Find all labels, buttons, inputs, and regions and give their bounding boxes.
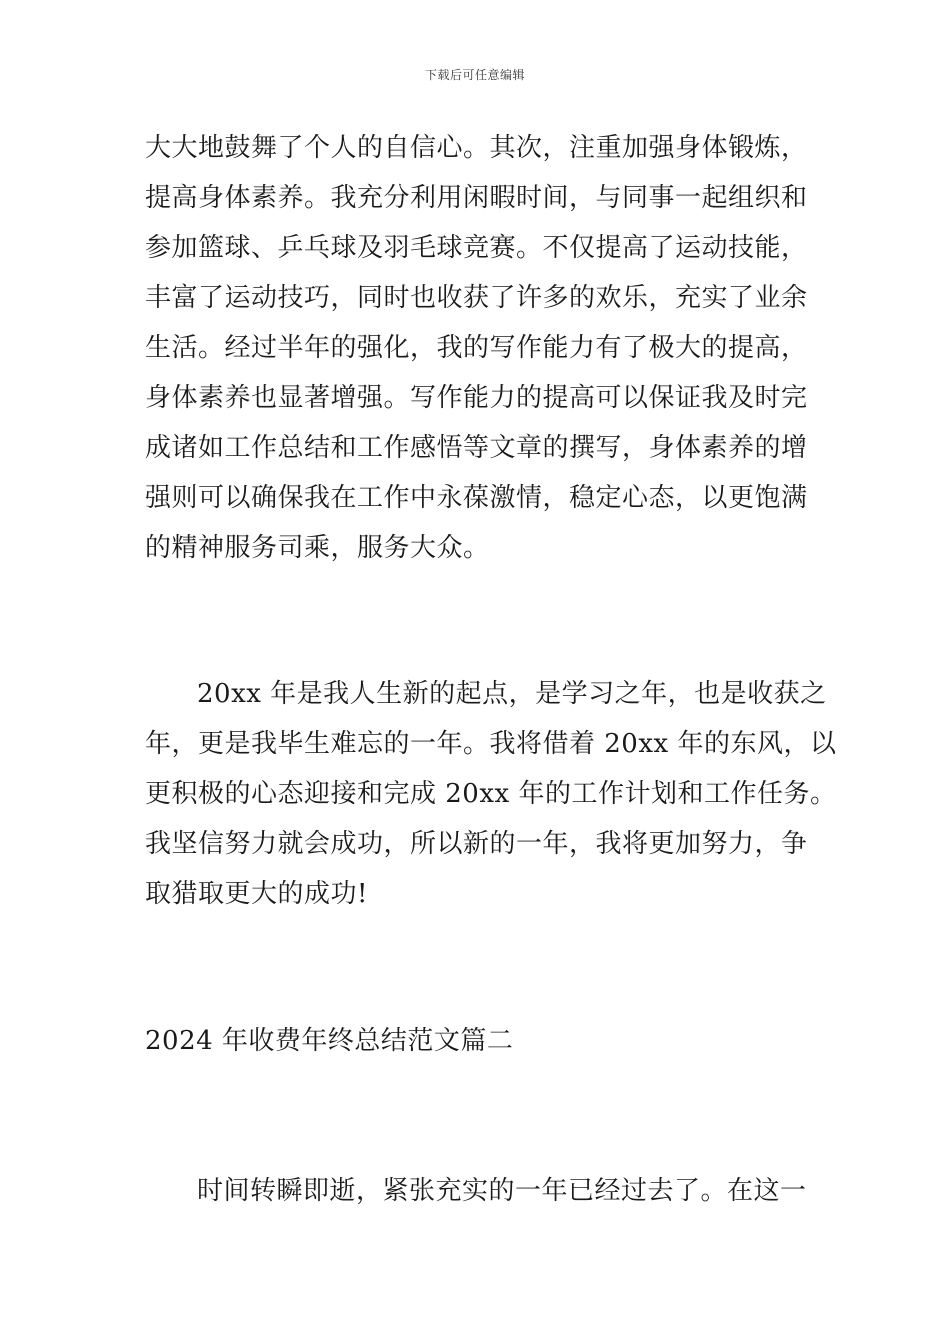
text-line: 的精神服务司乘，服务大众。 <box>145 533 490 563</box>
paragraph <box>145 1166 810 1216</box>
paragraph-spacer <box>145 1066 810 1166</box>
text-line: 生活。经过半年的强化，我的写作能力有了极大的提高， <box>145 333 808 363</box>
document-body <box>145 123 837 1216</box>
text-line: 身体素养也显著增强。写作能力的提高可以保证我及时完 <box>145 383 808 413</box>
paragraph-spacer <box>145 573 810 669</box>
text-line: 取猎取更大的成功! <box>145 879 368 909</box>
text-line: 20xx 年是我人生新的起点，是学习之年，也是收获之 <box>197 679 827 709</box>
text-line: 大大地鼓舞了个人的自信心。其次，注重加强身体锻炼， <box>145 133 808 163</box>
section-heading <box>145 1016 810 1066</box>
text-line: 提高身体素养。我充分利用闲暇时间，与同事一起组织和 <box>145 183 808 213</box>
text-line: 参加篮球、乒乓球及羽毛球竞赛。不仅提高了运动技能， <box>145 233 808 263</box>
paragraph <box>145 669 837 919</box>
text-line: 强则可以确保我在工作中永葆激情，稳定心态，以更饱满 <box>145 483 808 513</box>
page-header: 下载后可任意编辑 <box>424 68 525 82</box>
text-line: 更积极的心态迎接和完成 20xx 年的工作计划和工作任务。 <box>145 779 837 809</box>
text-line: 年，更是我毕生难忘的一年。我将借着 20xx 年的东风，以 <box>145 729 837 759</box>
heading-text: 2024 年收费年终总结范文篇二 <box>145 1026 514 1056</box>
text-line: 我坚信努力就会成功，所以新的一年，我将更加努力，争 <box>145 829 808 859</box>
paragraph <box>145 123 810 573</box>
text-line: 时间转瞬即逝，紧张充实的一年已经过去了。在这一 <box>197 1176 807 1206</box>
text-line: 丰富了运动技巧，同时也收获了许多的欢乐，充实了业余 <box>145 283 808 313</box>
paragraph-spacer <box>145 919 810 1016</box>
text-line: 成诸如工作总结和工作感悟等文章的撰写，身体素养的增 <box>145 433 808 463</box>
